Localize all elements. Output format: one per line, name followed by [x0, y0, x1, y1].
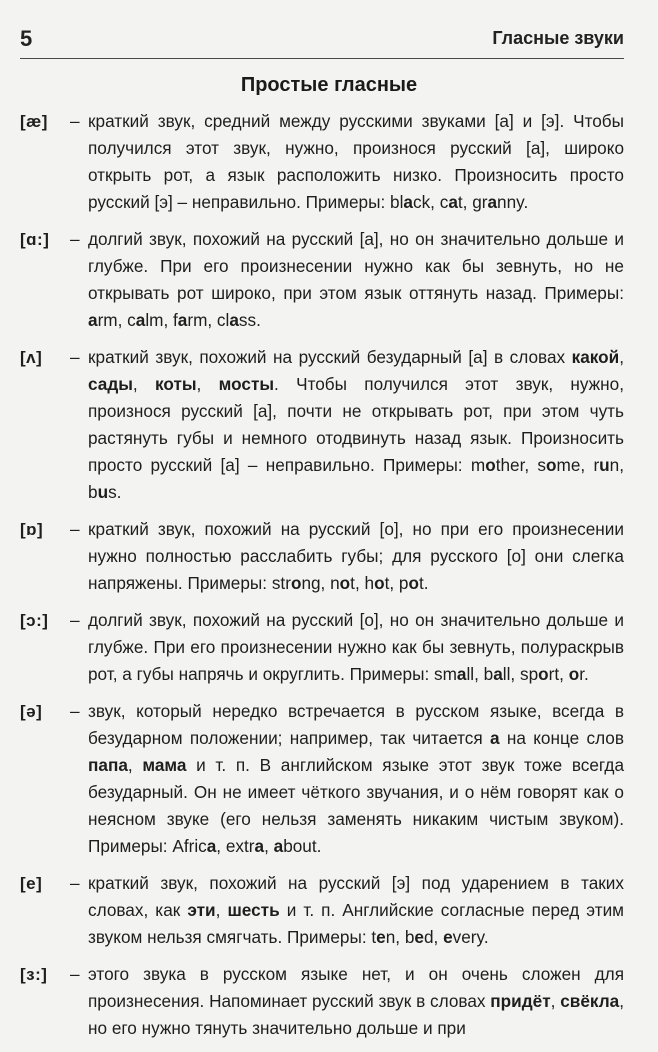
vowel-entry: [20, 698, 624, 860]
entry-dash: –: [70, 519, 80, 539]
text-segment: ss.: [238, 310, 261, 330]
entry-description: [88, 226, 624, 334]
highlighted-letters: a: [88, 310, 98, 330]
entry-description: [88, 108, 624, 216]
text-segment: краткий звук, средний между русскими звуками [а] и [э]. Чтобы получился этот звук, нужно, произнося русский [а], широко открыть рот, а язык расположить низко. Произносить просто русский [э] – неправильно. Примеры: bl: [88, 111, 624, 212]
highlighted-letters: a: [273, 836, 284, 856]
text-segment: lm, f: [145, 310, 178, 330]
highlighted-letters: какой: [571, 347, 620, 367]
highlighted-letters: o: [546, 455, 557, 475]
phonetic-symbol: [ʌ]: [20, 348, 43, 367]
highlighted-letters: шесть: [227, 900, 280, 920]
highlighted-letters: придёт: [490, 991, 551, 1011]
phonetic-symbol: [ɑ:]: [20, 230, 50, 249]
text-segment: d,: [423, 927, 444, 947]
entry-dash: –: [70, 964, 80, 984]
text-segment: bout.: [283, 836, 322, 856]
text-segment: rm, c: [97, 310, 136, 330]
text-segment: , но его нужно тянуть значительно дольше и при: [88, 991, 624, 1038]
highlighted-letters: свёкла: [560, 991, 620, 1011]
highlighted-letters: a: [403, 192, 413, 212]
text-segment: ,: [196, 374, 219, 394]
highlighted-letters: a: [206, 836, 217, 856]
vowel-entry: [20, 344, 624, 506]
text-segment: nny.: [497, 192, 529, 212]
entry-description: [88, 698, 624, 860]
highlighted-letters: эти: [187, 900, 216, 920]
highlighted-letters: o: [568, 664, 580, 684]
highlighted-letters: мосты: [218, 374, 275, 394]
text-segment: и т. п. В английском языке этот звук тоже всегда безударный. Он не имеет чёткого звучания, и о нём говорят как о неясном звуке (его нельзя заменять никаким чистым звуком). Примеры: Afric: [88, 755, 624, 856]
highlighted-letters: o: [408, 573, 419, 593]
phonetic-symbol: [e]: [20, 874, 43, 893]
text-segment: этого звука в русском языке нет, и он очень сложен для произнесения. Напоминает русский звук в словах: [88, 964, 624, 1011]
text-segment: t, h: [350, 573, 375, 593]
text-segment: t, gr: [457, 192, 488, 212]
section-title: Простые гласные: [240, 74, 418, 96]
text-segment: долгий звук, похожий на русский [о], но он значительно дольше и глубже. При его произнесении нужно как бы зевнуть, полураскрыв рот, а губы напрячь и округлить. Примеры: sm: [88, 610, 624, 684]
phonetic-symbol: [ɜ:]: [20, 965, 48, 984]
entry-description: [88, 607, 624, 688]
highlighted-letters: u: [97, 482, 109, 502]
text-segment: very.: [452, 927, 489, 947]
text-segment: и т. п. Английские согласные перед этим звуком нельзя смягчать. Примеры: t: [88, 900, 624, 947]
highlighted-letters: o: [374, 573, 385, 593]
highlighted-letters: o: [485, 455, 496, 475]
text-segment: . Чтобы получился этот звук, нужно, произнося русский [а], почти не открывать рот, при этом чуть растянуть губы и немного отодвинуть назад язык. Произносить просто русский [а] – неправильно. Примеры: m: [88, 374, 624, 475]
text-segment: краткий звук, похожий на русский [о], но при его произнесении нужно полностью расслабить губы; для русского [о] они слегка напряжены. Примеры: str: [88, 519, 624, 593]
text-segment: rt,: [548, 664, 569, 684]
highlighted-letters: сады: [88, 374, 133, 394]
entry-dash: –: [70, 111, 80, 131]
text-segment: n, b: [385, 927, 415, 947]
text-segment: ,: [550, 991, 561, 1011]
text-segment: ,: [215, 900, 228, 920]
vowel-entry: [20, 108, 624, 216]
text-segment: ng, n: [301, 573, 340, 593]
highlighted-letters: a: [487, 192, 498, 212]
text-segment: долгий звук, похожий на русский [а], но он значительно дольше и глубже. При его произнесении нужно как бы зевнуть, но не открывать рот широко, при этом язык оттянуть назад. Примеры:: [88, 229, 624, 303]
entry-description: [88, 870, 624, 951]
vowel-entries: [20, 108, 624, 1052]
highlighted-letters: a: [448, 192, 458, 212]
vowel-entry: [20, 870, 624, 951]
text-segment: ll, b: [466, 664, 494, 684]
text-segment: краткий звук, похожий на русский безударный [а] в словах: [88, 347, 572, 367]
text-segment: ther, s: [495, 455, 547, 475]
text-segment: звук, который нередко встречается в русском языке, всегда в безударном положении; например, так читается: [88, 701, 624, 748]
highlighted-letters: a: [456, 664, 467, 684]
highlighted-letters: a: [177, 310, 188, 330]
highlighted-letters: o: [339, 573, 351, 593]
entry-description: [88, 961, 624, 1042]
entry-description: [88, 344, 624, 506]
text-segment: на конце слов: [499, 728, 624, 748]
page-number: 5: [20, 26, 33, 51]
phonetic-symbol: [ɔ:]: [20, 611, 49, 630]
text-segment: ,: [619, 347, 624, 367]
vowel-entry: [20, 607, 624, 688]
text-segment: t.: [418, 573, 429, 593]
highlighted-letters: e: [443, 927, 453, 947]
text-segment: ll, sp: [502, 664, 539, 684]
text-segment: краткий звук, похожий на русский [э] под ударением в таких словах, как: [88, 873, 624, 920]
page-header: [20, 18, 624, 59]
text-segment: n, b: [88, 455, 625, 502]
entry-dash: –: [70, 610, 80, 630]
vowel-entry: [20, 516, 624, 597]
highlighted-letters: a: [229, 310, 239, 330]
text-segment: , extr: [216, 836, 255, 856]
entry-description: [88, 516, 624, 597]
highlighted-letters: коты: [155, 374, 197, 394]
vowel-entry: [20, 226, 624, 334]
highlighted-letters: a: [135, 310, 146, 330]
running-title: Гласные звуки: [492, 28, 624, 48]
entry-dash: –: [70, 347, 80, 367]
text-segment: ,: [264, 836, 274, 856]
highlighted-letters: o: [290, 573, 302, 593]
highlighted-letters: а: [490, 728, 500, 748]
text-segment: rm, cl: [187, 310, 230, 330]
text-segment: s.: [108, 482, 122, 502]
text-segment: ck, c: [412, 192, 449, 212]
phonetic-symbol: [ɒ]: [20, 520, 44, 539]
entry-dash: –: [70, 701, 80, 721]
highlighted-letters: e: [376, 927, 386, 947]
highlighted-letters: папа: [88, 755, 128, 775]
vowel-entry: [20, 961, 624, 1042]
text-segment: ,: [127, 755, 143, 775]
highlighted-letters: o: [538, 664, 549, 684]
entry-dash: –: [70, 873, 80, 893]
entry-dash: –: [70, 229, 80, 249]
highlighted-letters: e: [414, 927, 424, 947]
highlighted-letters: a: [254, 836, 265, 856]
text-segment: ,: [132, 374, 155, 394]
highlighted-letters: a: [493, 664, 503, 684]
highlighted-letters: u: [599, 455, 610, 475]
phonetic-symbol: [æ]: [20, 112, 48, 131]
text-segment: t, p: [384, 573, 409, 593]
text-segment: r.: [579, 664, 589, 684]
highlighted-letters: мама: [142, 755, 187, 775]
text-segment: me, r: [556, 455, 600, 475]
phonetic-symbol: [ə]: [20, 702, 43, 721]
